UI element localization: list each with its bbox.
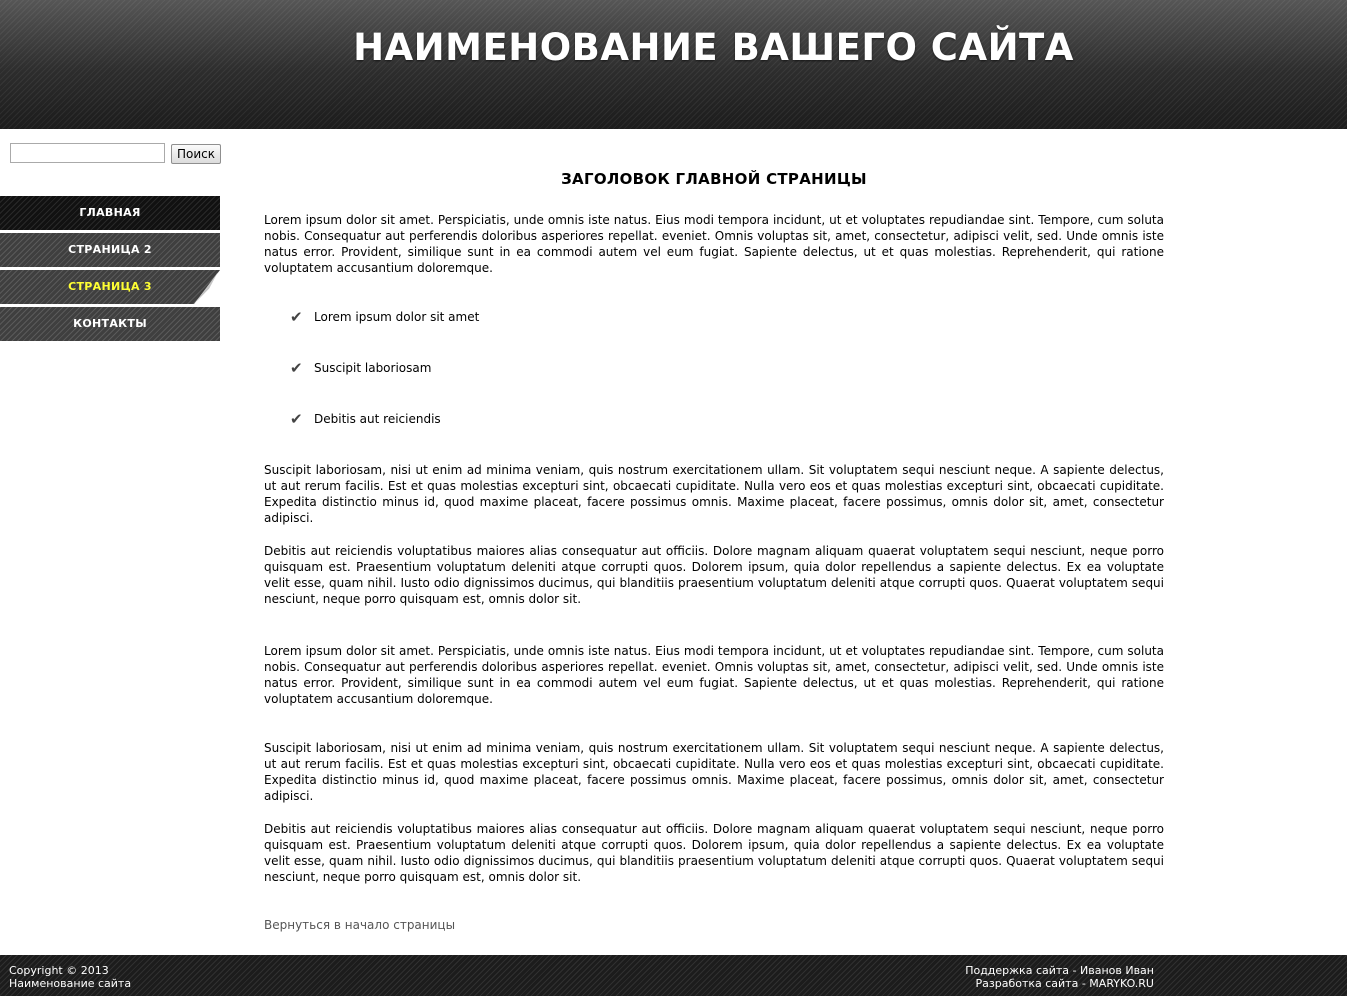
back-to-top-link[interactable]: Вернуться в начало страницы — [264, 918, 456, 932]
paragraph: Suscipit laboriosam, nisi ut enim ad minima veniam, quis nostrum exercitationem ullam. Sit voluptatem sequi nesciunt neque. A sapiente delectus, ut aut rerum facilis. Est et quas molestias excepturi sint, obcaecati cupiditate. Nulla vero eos et quas molestias excepturi sint, obcaecati cupiditate. Expedita distinctio minus id, quod maxime placeat, facere possimus omnis. Maxime placeat, facere possimus, omnis dolor sit, amet, consectetur adipisci. — [264, 463, 1164, 525]
nav-item-contacts[interactable] — [0, 307, 220, 341]
nav-item-page-3[interactable] — [0, 270, 220, 304]
list-item — [290, 309, 479, 325]
nav-item-page-2[interactable] — [0, 233, 220, 267]
list-item-label: Debitis aut reiciendis — [314, 412, 441, 426]
nav-item-home[interactable] — [0, 196, 220, 230]
page-title: ЗАГОЛОВОК ГЛАВНОЙ СТРАНИЦЫ — [561, 170, 867, 188]
check-icon: ✔ — [290, 308, 303, 326]
list-item-label: Lorem ipsum dolor sit amet — [314, 310, 480, 324]
nav-item-label: КОНТАКТЫ — [73, 317, 147, 330]
search-button[interactable]: Поиск — [171, 144, 221, 164]
paragraph: Lorem ipsum dolor sit amet. Perspiciatis, unde omnis iste natus. Eius modi tempora incidunt, ut et voluptates repudiandae sint. Tempore, cum soluta nobis. Consequatur aut perferendis doloribus asperiores repellat. eveniet. Omnis voluptas sit, amet, consectetur, adipisci velit, sed. Unde omnis iste natus error. Provident, similique sunt in ea commodi autem vel eum fugiat. Sapiente delectus, ut et quas molestias. Reprehenderit, qui ratione voluptatem accusantium doloremque. — [264, 644, 1164, 706]
nav-item-label: СТРАНИЦА 2 — [68, 243, 152, 256]
check-icon: ✔ — [290, 359, 303, 377]
paragraph: Debitis aut reiciendis voluptatibus maiores alias consequatur aut officiis. Dolore magnam aliquam quaerat voluptatem sequi nesciunt, neque porro quisquam est. Praesentium voluptatum deleniti atque corrupti quos. Dolorem ipsum, quia dolor repellendus a sapiente delectus. Ex ea voluptate velit esse, quam nihil. Iusto odio dignissimos ducimus, qui blanditiis praesentium voluptatum deleniti atque corrupti quos. Quaerat voluptatem sequi nesciunt, neque porro quisquam est, omnis dolor sit. — [264, 544, 1164, 606]
list-item — [290, 360, 431, 376]
site-header — [0, 0, 1347, 129]
copyright-text: Copyright © 2013 — [9, 964, 109, 977]
nav-item-label: ГЛАВНАЯ — [79, 206, 141, 219]
nav-item-label: СТРАНИЦА 3 — [68, 280, 152, 293]
developer-link[interactable]: Разработка сайта - MARYKO.RU — [975, 977, 1154, 990]
site-title: НАИМЕНОВАНИЕ ВАШЕГО САЙТА — [353, 26, 1074, 69]
paragraph: Debitis aut reiciendis voluptatibus maiores alias consequatur aut officiis. Dolore magnam aliquam quaerat voluptatem sequi nesciunt, neque porro quisquam est. Praesentium voluptatum deleniti atque corrupti quos. Dolorem ipsum, quia dolor repellendus a sapiente delectus. Ex ea voluptate velit esse, quam nihil. Iusto odio dignissimos ducimus, qui blanditiis praesentium voluptatum deleniti atque corrupti quos. Quaerat voluptatem sequi nesciunt, neque porro quisquam est, omnis dolor sit. — [264, 822, 1164, 884]
search-input[interactable] — [10, 143, 165, 163]
paragraph: Lorem ipsum dolor sit amet. Perspiciatis, unde omnis iste natus. Eius modi tempora incidunt, ut et voluptates repudiandae sint. Tempore, cum soluta nobis. Consequatur aut perferendis doloribus asperiores repellat. eveniet. Omnis voluptas sit, amet, consectetur, adipisci velit, sed. Unde omnis iste natus error. Provident, similique sunt in ea commodi autem vel eum fugiat. Sapiente delectus, ut et quas molestias. Reprehenderit, qui ratione voluptatem accusantium doloremque. — [264, 213, 1164, 275]
site-footer — [0, 955, 1347, 996]
footer-site-name: Наименование сайта — [9, 977, 132, 990]
list-item — [290, 411, 441, 427]
check-icon: ✔ — [290, 410, 303, 428]
support-text: Поддержка сайта - Иванов Иван — [965, 964, 1154, 977]
list-item-label: Suscipit laboriosam — [314, 361, 432, 375]
paragraph: Suscipit laboriosam, nisi ut enim ad minima veniam, quis nostrum exercitationem ullam. Sit voluptatem sequi nesciunt neque. A sapiente delectus, ut aut rerum facilis. Est et quas molestias excepturi sint, obcaecati cupiditate. Nulla vero eos et quas molestias excepturi sint, obcaecati cupiditate. Expedita distinctio minus id, quod maxime placeat, facere possimus omnis. Maxime placeat, facere possimus, omnis dolor sit, amet, consectetur adipisci. — [264, 741, 1164, 803]
